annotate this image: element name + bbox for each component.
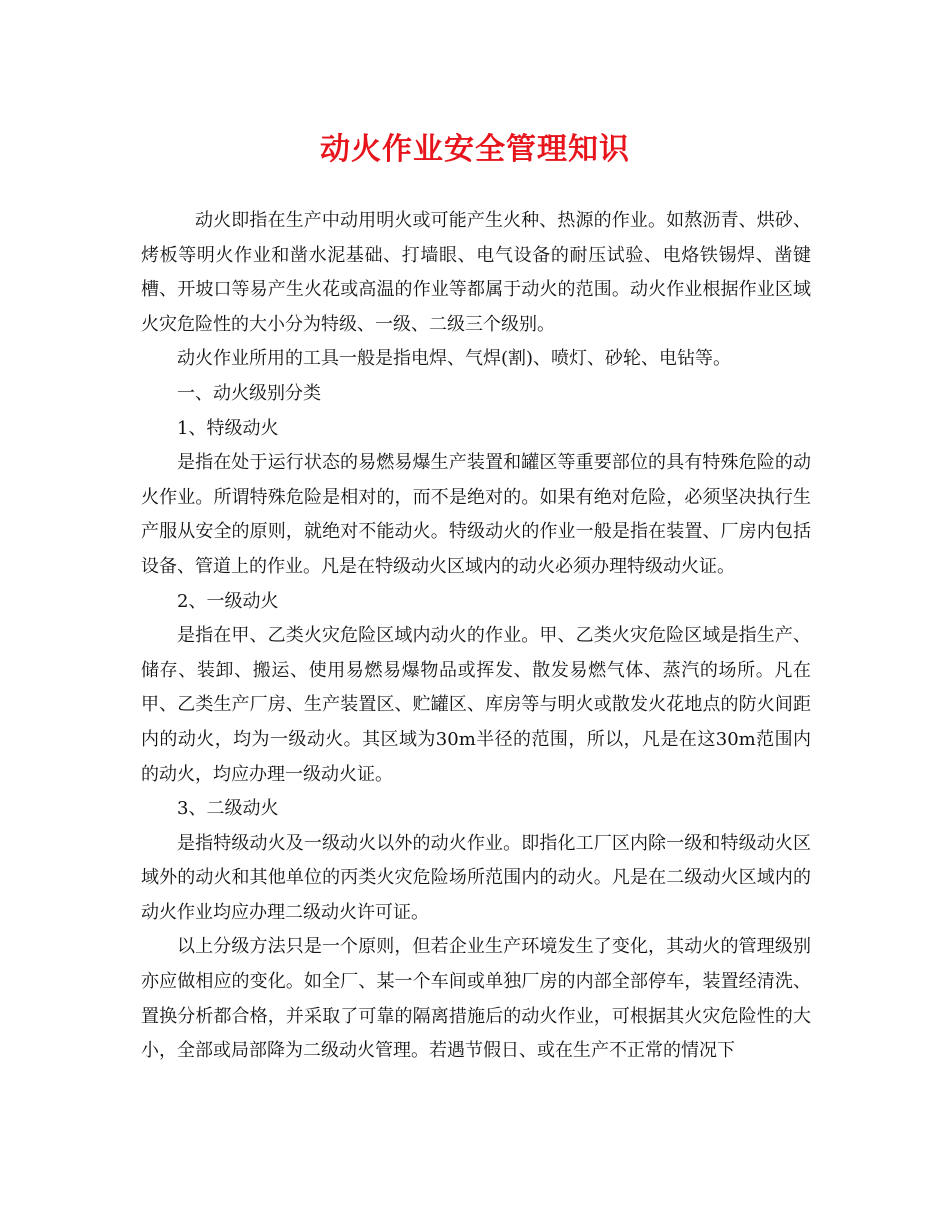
subheading-special-level: 1、特级动火 <box>177 417 279 439</box>
subheading-first-level: 2、一级动火 <box>177 590 279 612</box>
subheading-second-level: 3、二级动火 <box>177 798 279 820</box>
document-body <box>141 204 811 1069</box>
page-title: 动火作业安全管理知识 <box>320 132 630 167</box>
paragraph-intro: 动火即指在生产中动用明火或可能产生火种、热源的作业。如熬沥青、烘砂、烤板等明火作业和凿水泥基础、打墙眼、电气设备的耐压试验、电烙铁锡焊、凿键槽、开坡口等易产生火花或高温的作业等都属于动火的范围。动火作业根据作业区域火灾危险性的大小分为特级、一级、二级三个级别。 <box>141 210 811 335</box>
paragraph-first-level: 是指在甲、乙类火灾危险区域内动火的作业。甲、乙类火灾危险区域是指生产、储存、装卸、搬运、使用易燃易爆物品或挥发、散发易燃气体、蒸汽的场所。凡在甲、乙类生产厂房、生产装置区、贮罐区、库房等与明火或散发火花地点的防火间距内的动火，均为一级动火。其区域为30m半径的范围，所以，凡是在这30m范围内的动火，均应办理一级动火证。 <box>141 625 811 785</box>
paragraph-tools: 动火作业所用的工具一般是指电焊、气焊(割)、喷灯、砂轮、电钻等。 <box>177 348 732 370</box>
section-heading-classification: 一、动火级别分类 <box>177 382 321 404</box>
paragraph-grading-note: 以上分级方法只是一个原则，但若企业生产环境发生了变化，其动火的管理级别亦应做相应的变化。如全厂、某一个车间或单独厂房的内部全部停车，装置经清洗、置换分析都合格，并采取了可靠的隔离措施后的动火作业，可根据其火灾危险性的大小，全部或局部降为二级动火管理。若遇节假日、或在生产不正常的情况下 <box>141 936 811 1062</box>
paragraph-second-level: 是指特级动火及一级动火以外的动火作业。即指化工厂区内除一级和特级动火区域外的动火和其他单位的丙类火灾危险场所范围内的动火。凡是在二级动火区域内的动火作业均应办理二级动火许可证。 <box>141 832 811 923</box>
paragraph-special-level: 是指在处于运行状态的易燃易爆生产装置和罐区等重要部位的具有特殊危险的动火作业。所谓特殊危险是相对的，而不是绝对的。如果有绝对危险，必须坚决执行生产服从安全的原则，就绝对不能动火。特级动火的作业一般是指在装置、厂房内包括设备、管道上的作业。凡是在特级动火区域内的动火必须办理特级动火证。 <box>141 452 811 577</box>
